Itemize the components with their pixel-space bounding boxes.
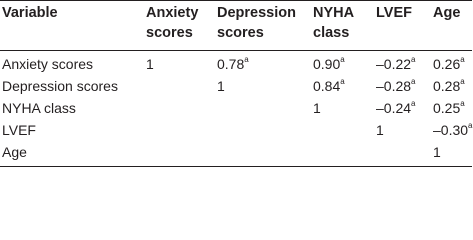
- cell-anxiety-depression: 0.78$^a$: [217, 55, 249, 72]
- cell-depression-age: 0.28$^a$: [433, 77, 465, 94]
- header-nyha-line2: class: [313, 25, 350, 41]
- cell-lvef-age: –0.30$^a$: [433, 121, 473, 138]
- cell-anxiety-lvef: –0.22$^a$: [376, 55, 416, 72]
- header-variable: Variable: [2, 5, 58, 21]
- cell-nyha-lvef: –0.24$^a$: [376, 99, 416, 116]
- cell-anxiety-nyha: 0.90$^a$: [313, 55, 345, 72]
- header-anxiety-line1: Anxiety: [146, 5, 199, 21]
- header-anxiety-line2: scores: [146, 25, 193, 41]
- row-label-depression: Depression scores: [2, 78, 118, 94]
- cell-nyha-age: 0.25$^a$: [433, 99, 465, 116]
- cell-anxiety-age: 0.26$^a$: [433, 55, 465, 72]
- cell-anxiety-anxiety: 1: [146, 56, 154, 72]
- table-top-rule: [0, 0, 472, 1]
- header-depression-line1: Depression: [217, 5, 296, 21]
- header-age: Age: [433, 5, 461, 21]
- cell-depression-depression: 1: [217, 78, 225, 94]
- header-depression-line2: scores: [217, 25, 264, 41]
- row-label-age: Age: [2, 144, 27, 160]
- cell-depression-nyha: 0.84$^a$: [313, 77, 345, 94]
- row-label-nyha: NYHA class: [2, 100, 76, 116]
- cell-age-age: 1: [433, 144, 441, 160]
- row-label-lvef: LVEF: [2, 122, 36, 138]
- cell-nyha-nyha: 1: [313, 100, 321, 116]
- header-nyha-line1: NYHA: [313, 5, 355, 21]
- cell-depression-lvef: –0.28$^a$: [376, 77, 416, 94]
- table-bottom-rule: [0, 166, 472, 167]
- table-header-rule: [0, 50, 472, 51]
- header-lvef: LVEF: [376, 5, 412, 21]
- row-label-anxiety: Anxiety scores: [2, 56, 94, 72]
- cell-lvef-lvef: 1: [376, 122, 384, 138]
